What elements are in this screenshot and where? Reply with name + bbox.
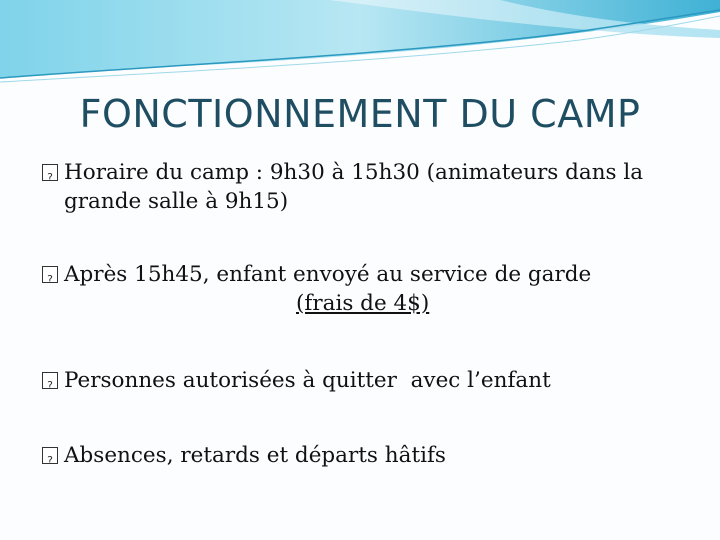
bullet-box-icon [42,266,58,283]
decorative-wave-header [0,0,720,90]
bullet-item-schedule [42,158,692,216]
bullet-item-absences [42,441,692,470]
bullet-item-daycare [42,260,692,318]
slide-title: FONCTIONNEMENT DU CAMP [79,92,641,136]
bullet-text: Personnes autorisées à quitter avec l’enfant [64,368,551,393]
bullet-box-icon [42,447,58,464]
bullet-box-icon [42,164,58,181]
bullet-list [42,158,692,470]
bullet-item-authorized-persons [42,366,692,395]
bullet-text: Horaire du camp : 9h30 à 15h30 (animateurs dans la [64,160,644,185]
bullet-text-continued: grande salle à 9h15) [64,189,289,214]
bullet-text: Après 15h45, enfant envoyé au service de garde [64,262,592,287]
bullet-text: Absences, retards et départs hâtifs [64,443,446,468]
bullet-text-continued: (frais de 4$) [296,291,430,316]
bullet-box-icon [42,372,58,389]
